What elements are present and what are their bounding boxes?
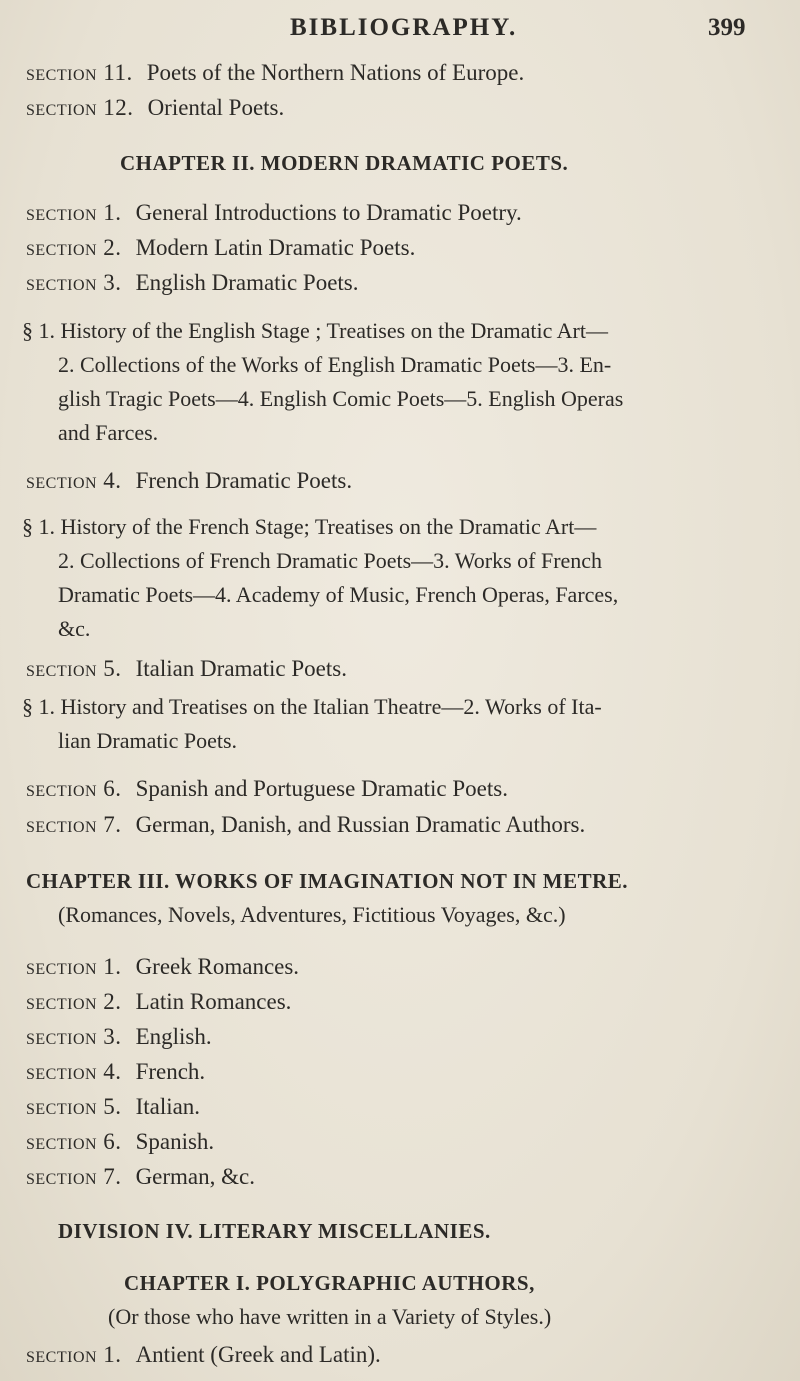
section-line (26, 466, 352, 496)
section-line (26, 93, 284, 123)
section-label: section 1. (26, 954, 122, 979)
section-label: section 1. (26, 200, 122, 225)
section-line (26, 1022, 212, 1052)
section-title: Greek Romances. (135, 954, 300, 979)
paragraph-line: glish Tragic Poets—4. English Comic Poets—5. English Operas (58, 386, 624, 411)
paragraph-line: lian Dramatic Poets. (58, 728, 238, 753)
section-line (26, 1057, 205, 1087)
section-title: Italian Dramatic Poets. (135, 656, 347, 681)
paragraph-line: and Farces. (58, 420, 159, 445)
running-title: BIBLIOGRAPHY. (290, 14, 518, 41)
section-line (26, 810, 585, 840)
section-label: section 5. (26, 656, 122, 681)
section-label: section 7. (26, 812, 122, 837)
section-line (26, 1162, 255, 1192)
section-label: section 5. (26, 1094, 122, 1119)
section-label: section 7. (26, 1164, 122, 1189)
section-line (26, 198, 522, 228)
chapter-heading: CHAPTER III. WORKS OF IMAGINATION NOT IN METRE. (26, 869, 629, 893)
section-line (26, 233, 415, 263)
section-line (26, 774, 508, 804)
section-line (26, 987, 291, 1017)
chapter-heading: CHAPTER II. MODERN DRAMATIC POETS. (120, 151, 569, 175)
section-title: Antient (Greek and Latin). (135, 1342, 381, 1367)
page-number: 399 (708, 14, 746, 41)
section-title: Spanish. (135, 1129, 215, 1154)
section-line (26, 268, 359, 298)
division-heading: DIVISION IV. LITERARY MISCELLANIES. (58, 1219, 491, 1243)
section-line (26, 952, 299, 982)
chapter-subtitle: (Romances, Novels, Adventures, Fictitious Voyages, &c.) (58, 902, 566, 927)
paragraph-line: § 1. History of the English Stage ; Treatises on the Dramatic Art— (22, 318, 608, 343)
section-label: section 4. (26, 468, 122, 493)
running-header (0, 8, 800, 48)
chapter-subtitle: (Or those who have written in a Variety of Styles.) (108, 1304, 552, 1329)
section-title: Italian. (135, 1094, 201, 1119)
section-title: French. (135, 1059, 206, 1084)
paragraph-line: Dramatic Poets—4. Academy of Music, French Operas, Farces, (58, 582, 619, 607)
section-label: section 12. (26, 95, 134, 120)
section-title: English. (135, 1024, 212, 1049)
section-title: French Dramatic Poets. (135, 468, 353, 493)
section-label: section 3. (26, 1024, 122, 1049)
section-label: section 6. (26, 1129, 122, 1154)
section-line (26, 1340, 381, 1370)
section-title: German, &c. (135, 1164, 255, 1189)
paragraph-line: &c. (58, 616, 91, 641)
section-title: Oriental Poets. (147, 95, 285, 120)
section-line (26, 58, 524, 88)
section-label: section 6. (26, 776, 122, 801)
section-line (26, 1092, 200, 1122)
section-label: section 3. (26, 270, 122, 295)
section-label: section 11. (26, 60, 133, 85)
section-line (26, 1127, 214, 1157)
paragraph-line: § 1. History of the French Stage; Treatises on the Dramatic Art— (22, 514, 597, 539)
section-title: English Dramatic Poets. (135, 270, 359, 295)
section-title: General Introductions to Dramatic Poetry. (135, 200, 522, 225)
chapter-heading: CHAPTER I. POLYGRAPHIC AUTHORS, (124, 1271, 535, 1295)
section-label: section 4. (26, 1059, 122, 1084)
section-label: section 1. (26, 1342, 122, 1367)
section-title: Poets of the Northern Nations of Europe. (146, 60, 525, 85)
section-line (26, 654, 347, 684)
section-title: Modern Latin Dramatic Poets. (135, 235, 416, 260)
section-label: section 2. (26, 235, 122, 260)
paragraph-line: 2. Collections of the Works of English Dramatic Poets—3. En- (58, 352, 612, 377)
paragraph-line: 2. Collections of French Dramatic Poets—3. Works of French (58, 548, 603, 573)
paragraph-line: § 1. History and Treatises on the Italian Theatre—2. Works of Ita- (22, 694, 602, 719)
section-title: German, Danish, and Russian Dramatic Authors. (135, 812, 586, 837)
section-label: section 2. (26, 989, 122, 1014)
section-title: Latin Romances. (135, 989, 292, 1014)
section-title: Spanish and Portuguese Dramatic Poets. (135, 776, 508, 801)
